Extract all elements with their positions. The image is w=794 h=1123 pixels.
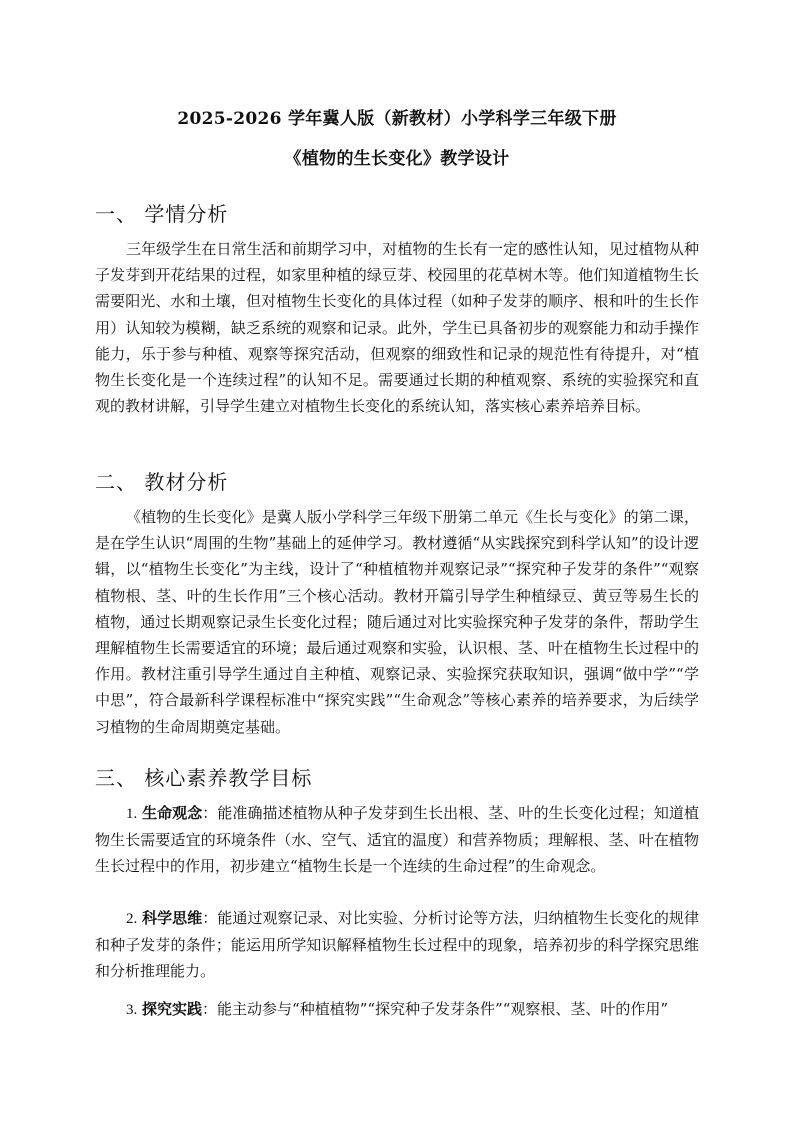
objective-item: [95, 905, 699, 985]
objective-number: 2.: [126, 911, 138, 927]
objective-label: 生命观念: [142, 804, 203, 822]
objective-item: [95, 800, 699, 880]
objective-label: 科学思维: [142, 909, 203, 927]
document-title: 2025-2026 学年冀人版（新教材）小学科学三年级下册: [177, 109, 617, 129]
section-paragraph-analysis: 三年级学生在日常生活和前期学习中，对植物的生长有一定的感性认知，见过植物从种子发芽到开花结果的过程，如家里种植的绿豆芽、校园里的花草树木等。他们知道植物生长需要阳光、水和土壤，但对植物生长变化的具体过程（如种子发芽的顺序、根和叶的生长作用）认知较为模糊，缺乏系统的观察和记录。此外，学生已具备初步的观察能力和动手操作能力，乐于参与种植、观察等探究活动，但观察的细致性和记录的规范性有待提升，对“植物生长变化是一个连续过程”的认知不足。需要通过长期的种植观察、系统的实验探究和直观的教材讲解，引导学生建立对植物生长变化的系统认知，落实核心素养培养目标。: [95, 240, 699, 416]
section-heading-analysis: 一、 学情分析: [95, 202, 229, 226]
section-paragraph-textbook: 《植物的生长变化》是冀人版小学科学三年级下册第二单元《生长与变化》的第二课，是在学生认识“周围的生物”基础上的延伸学习。教材遵循“从实践探究到科学认知”的设计逻辑，以“植物生长变化”为主线，设计了“种植植物并观察记录”“探究种子发芽的条件”“观察植物根、茎、叶的生长作用”三个核心活动。教材开篇引导学生种植绿豆、黄豆等易生长的植物，通过长期观察记录生长变化过程；随后通过对比实验探究种子发芽的条件，帮助学生理解植物生长需要适宜的环境；最后通过观察和实验，认识根、茎、叶在植物生长过程中的作用。教材注重引导学生通过自主种植、观察记录、实验探究获取知识，强调“做中学”“学中思”，符合最新科学课程标准中“探究实践”“生命观念”等核心素养的培养要求，为后续学习植物的生命周期奠定基础。: [95, 508, 699, 736]
objective-number: 3.: [126, 1002, 138, 1018]
objective-label: 探究实践: [142, 1000, 203, 1018]
section-heading-textbook: 二、 教材分析: [95, 470, 229, 494]
section-heading-objectives: 三、 核心素养教学目标: [95, 766, 313, 790]
objective-text: ：能通过观察记录、对比实验、分析讨论等方法，归纳植物生长变化的规律和种子发芽的条件；能运用所学知识解释植物生长过程中的现象，培养初步的科学探究思维和分析推理能力。: [95, 909, 699, 981]
objective-number: 1.: [126, 806, 138, 822]
document-subtitle: 《植物的生长变化》教学设计: [284, 149, 510, 169]
objective-text: ：能准确描述植物从种子发芽到生长出根、茎、叶的生长变化过程；知道植物生长需要适宜的环境条件（水、空气、适宜的温度）和营养物质；理解根、茎、叶在植物生长过程中的作用，初步建立“植物生长是一个连续的生命过程”的生命观念。: [95, 804, 699, 876]
objective-item: [95, 996, 699, 1023]
objective-text: ：能主动参与“种植植物”“探究种子发芽条件”“观察根、茎、叶的作用”: [202, 1000, 669, 1018]
